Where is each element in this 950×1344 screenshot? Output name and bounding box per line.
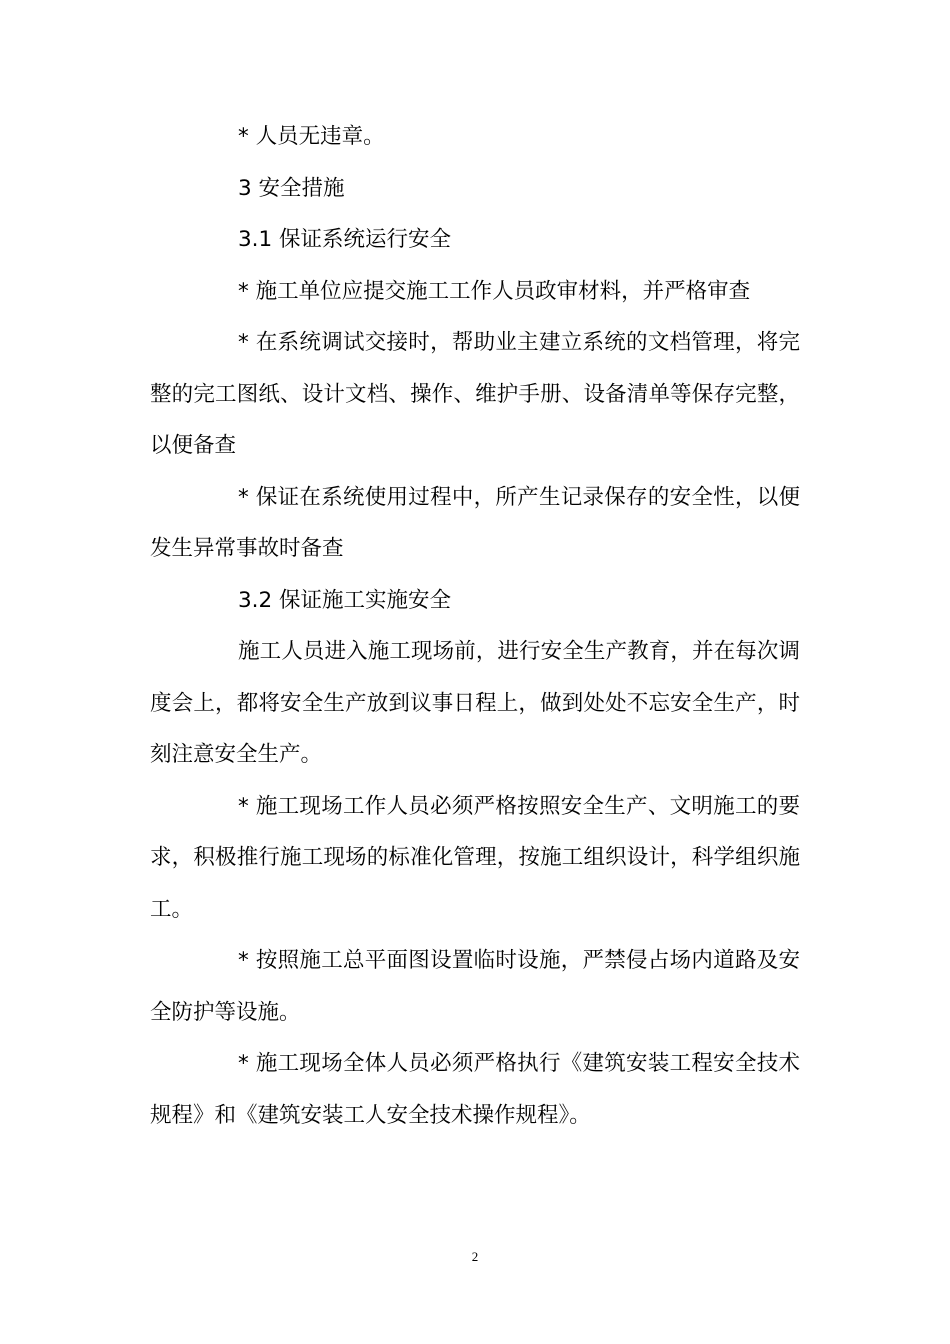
page-number: 2 xyxy=(471,1249,479,1264)
document-body xyxy=(150,111,800,1141)
paragraph-no-violations: * 人员无违章。 xyxy=(238,124,385,149)
paragraph-document-management: * 在系统调试交接时，帮助业主建立系统的文档管理，将完整的完工图纸、设计文档、操作、维护手册、设备清单等保存完整，以便备查 xyxy=(150,330,800,458)
paragraph-safety-education: 施工人员进入施工现场前，进行安全生产教育，并在每次调度会上，都将安全生产放到议事日程上，做到处处不忘安全生产，时刻注意安全生产。 xyxy=(150,639,800,767)
paragraph-record-safety: * 保证在系统使用过程中，所产生记录保存的安全性，以便发生异常事故时备查 xyxy=(150,484,800,561)
paragraph-temporary-facilities: * 按照施工总平面图设置临时设施，严禁侵占场内道路及安全防护等设施。 xyxy=(150,948,800,1025)
paragraph-standardized-management: * 施工现场工作人员必须严格按照安全生产、文明施工的要求，积极推行施工现场的标准化管理，按施工组织设计，科学组织施工。 xyxy=(150,793,800,922)
paragraph-personnel-review: * 施工单位应提交施工工作人员政审材料，并严格审查 xyxy=(238,278,751,304)
heading-system-operation-safety: 3.1 保证系统运行安全 xyxy=(238,227,452,252)
paragraph-technical-regulations: * 施工现场全体人员必须严格执行《建筑安装工程安全技术规程》和《建筑安装工人安全技术操作规程》。 xyxy=(150,1051,800,1128)
heading-safety-measures: 3 安全措施 xyxy=(238,175,345,201)
heading-construction-safety: 3.2 保证施工实施安全 xyxy=(238,587,452,613)
